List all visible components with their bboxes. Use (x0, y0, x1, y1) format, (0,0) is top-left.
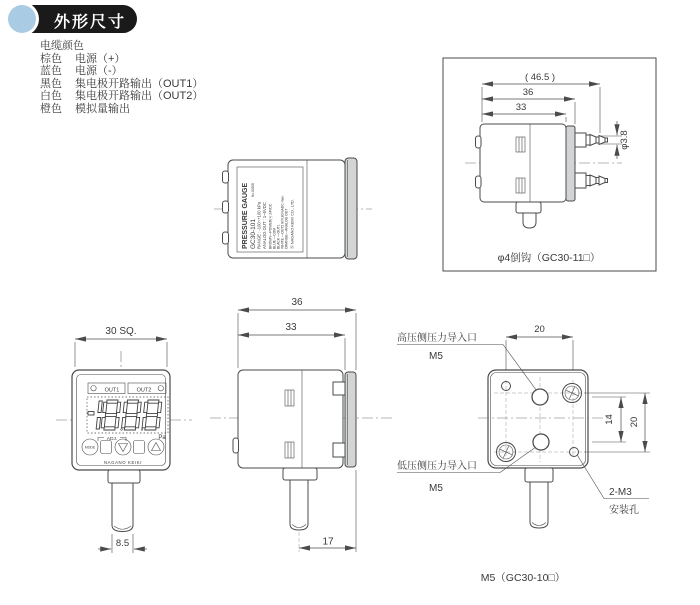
dim-hole-pitch: 20 (534, 324, 545, 335)
svg-text:RANGE : -100~+100 kPa: RANGE : -100~+100 kPa (256, 201, 262, 249)
high-pressure-port-label: 高压侧压力导入口 (397, 333, 477, 344)
low-pressure-port-label: 低压侧压力导入口 (397, 461, 477, 472)
legend-row: 棕色 电源（+） (40, 52, 126, 65)
dim-cable-offset: 17 (322, 536, 334, 548)
cable (112, 483, 133, 532)
mode-button-label: MODE (84, 445, 96, 450)
dim-port-pitch: 14 (604, 414, 615, 425)
dim-width: 36 (291, 297, 303, 308)
nameplate-side-view (214, 158, 372, 259)
page-title: 外形尺寸 (54, 14, 127, 31)
barb-variant-caption: φ4倒钩（GC30-11□） (497, 252, 601, 264)
adj-label: ADJ. (106, 437, 118, 442)
barb-variant-box (443, 58, 656, 271)
cable (530, 482, 548, 528)
dim-barb-diameter: φ3.8 (619, 130, 630, 150)
legend-row: 橙色 模拟量输出 (40, 102, 130, 115)
dim-overall: ( 46.5 ) (524, 72, 556, 83)
dim-square: 30 SQ. (105, 326, 137, 337)
housing-tab (223, 232, 229, 244)
side-view (210, 297, 395, 552)
dim-body: 33 (285, 322, 297, 333)
svg-text:BROWN—POWER(+) 24VDC: BROWN—POWER(+) 24VDC (268, 203, 273, 249)
low-pressure-thread-label: M5 (429, 483, 443, 494)
cable (290, 480, 308, 530)
svg-text:BLUE —COM: BLUE —COM (272, 227, 277, 249)
high-pressure-port (532, 389, 548, 405)
barb-fitting (575, 133, 608, 147)
dim-body: 33 (515, 102, 527, 113)
out2-label: OUT2 (136, 387, 152, 394)
svg-text:No.00308: No.00308 (251, 183, 255, 197)
rear-view-caption: M5（GC30-10□） (480, 572, 566, 584)
dim-hole-pitch-v: 20 (629, 416, 640, 428)
legend-row: 黑色 集电极开路输出（OUT1） (40, 77, 204, 90)
svg-text:GC30-101: GC30-101 (250, 219, 257, 249)
svg-text:PRESSURE GAUGE: PRESSURE GAUGE (242, 182, 249, 249)
svg-text:BLACK —OUT1: BLACK —OUT1 (276, 224, 281, 249)
svg-text:ANALOG OUT : 1~5VDC: ANALOG OUT : 1~5VDC (262, 202, 267, 249)
brand-label: NAGANO KEIKI (103, 460, 143, 465)
high-pressure-thread-label: M5 (429, 351, 443, 362)
mount-hole-label: 2-M3 (609, 487, 632, 498)
svg-text:Ⓝ NAGANO KEIKI CO., LTD.: Ⓝ NAGANO KEIKI CO., LTD. (290, 199, 295, 249)
housing-tab (223, 201, 229, 213)
minus-segment (88, 412, 94, 416)
legend-row: 蓝色 电源（-） (40, 65, 123, 78)
legend-title: 电缆颜色 (40, 40, 84, 52)
dim-width: 36 (522, 87, 534, 98)
front-bezel (345, 372, 356, 467)
svg-text:ORANGE—ANALOG OUT: ORANGE—ANALOG OUT (284, 208, 289, 249)
housing-tab (223, 171, 229, 183)
front-bezel (345, 158, 357, 259)
barb-fitting (575, 173, 608, 188)
out1-label: OUT1 (104, 387, 120, 394)
front-view (56, 326, 192, 553)
legend-row: 白色 集电极开路输出（OUT2） (40, 90, 204, 103)
dim-cable-diameter: 8.5 (115, 538, 130, 549)
unit-label: Pa (158, 435, 166, 441)
mount-hole-label2: 安装孔 (609, 505, 639, 516)
svg-text:WHITE —OUT2 80V,80mADC max.: WHITE —OUT2 80V,80mADC max. (280, 195, 285, 249)
low-pressure-port (533, 434, 549, 450)
rear-view (397, 324, 650, 584)
